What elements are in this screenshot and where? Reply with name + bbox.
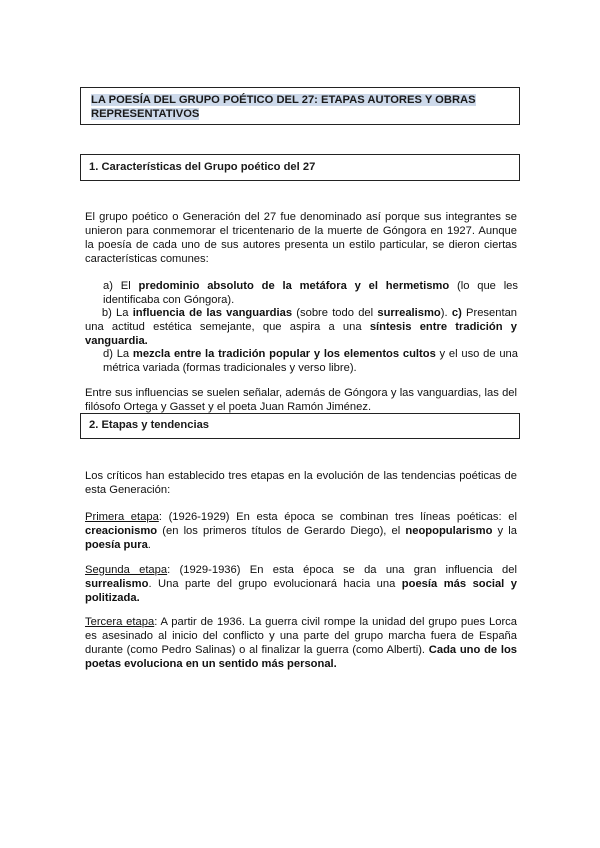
list-item-a: a) El predominio absoluto de la metáfora y el hermetismo (lo que les identificaba con Góngora). <box>103 280 518 306</box>
section-2-intro: Los críticos han establecido tres etapas en la evolución de las tendencias poéticas de esta Generación: <box>85 470 517 496</box>
document-title <box>80 87 520 125</box>
stage-2-paragraph: Segunda etapa: (1929-1936) En esta época se da una gran influencia del surrealismo. Una parte del grupo evolucionará hacia una poesía más social y politizada. <box>85 564 517 604</box>
section-1-intro: El grupo poético o Generación del 27 fue denominado así porque sus integrantes se unieron para conmemorar el tricentenario de la muerte de Góngora en 1927. Aunque la poesía de cada uno de sus autores presenta un estilo particular, se dieron ciertas características comunes: <box>85 211 517 265</box>
list-item-d: d) La mezcla entre la tradición popular y los elementos cultos y el uso de una métrica variada (formas tradicionales y verso libre). <box>103 348 519 374</box>
influences-paragraph: Entre sus influencias se suelen señalar, además de Góngora y las vanguardias, las del filósofo Ortega y Gasset y el poeta Juan Ramón Jiménez. <box>85 387 517 413</box>
section-2-heading: 2. Etapas y tendencias <box>80 413 520 439</box>
list-item-b-c: b) La influencia de las vanguardias (sobre todo del surrealismo). c) Presentan una actitud estética semejante, que aspira a una síntesis entre tradición y vanguardia. <box>85 307 518 347</box>
section-1-heading: 1. Características del Grupo poético del 27 <box>80 154 520 181</box>
title-line-1: LA POESÍA DEL GRUPO POÉTICO DEL 27: ETAPAS AUTORES Y OBRAS <box>91 94 476 106</box>
stage-1-paragraph: Primera etapa: (1926-1929) En esta época se combinan tres líneas poéticas: el creacionismo (en los primeros títulos de Gerardo Diego), el neopopularismo y la poesía pura. <box>85 511 517 551</box>
list-item-c-label: c) <box>451 307 462 319</box>
title-line-2: REPRESENTATIVOS <box>91 108 200 120</box>
stage-3-paragraph: Tercera etapa: A partir de 1936. La guerra civil rompe la unidad del grupo pues Lorca es asesinado al inicio del conflicto y una parte del grupo marcha fuera de España durante (como Pedro Salinas) o al finalizar la guerra (como Alberti). Cada uno de los poetas evoluciona en un sentido más personal. <box>85 616 518 670</box>
